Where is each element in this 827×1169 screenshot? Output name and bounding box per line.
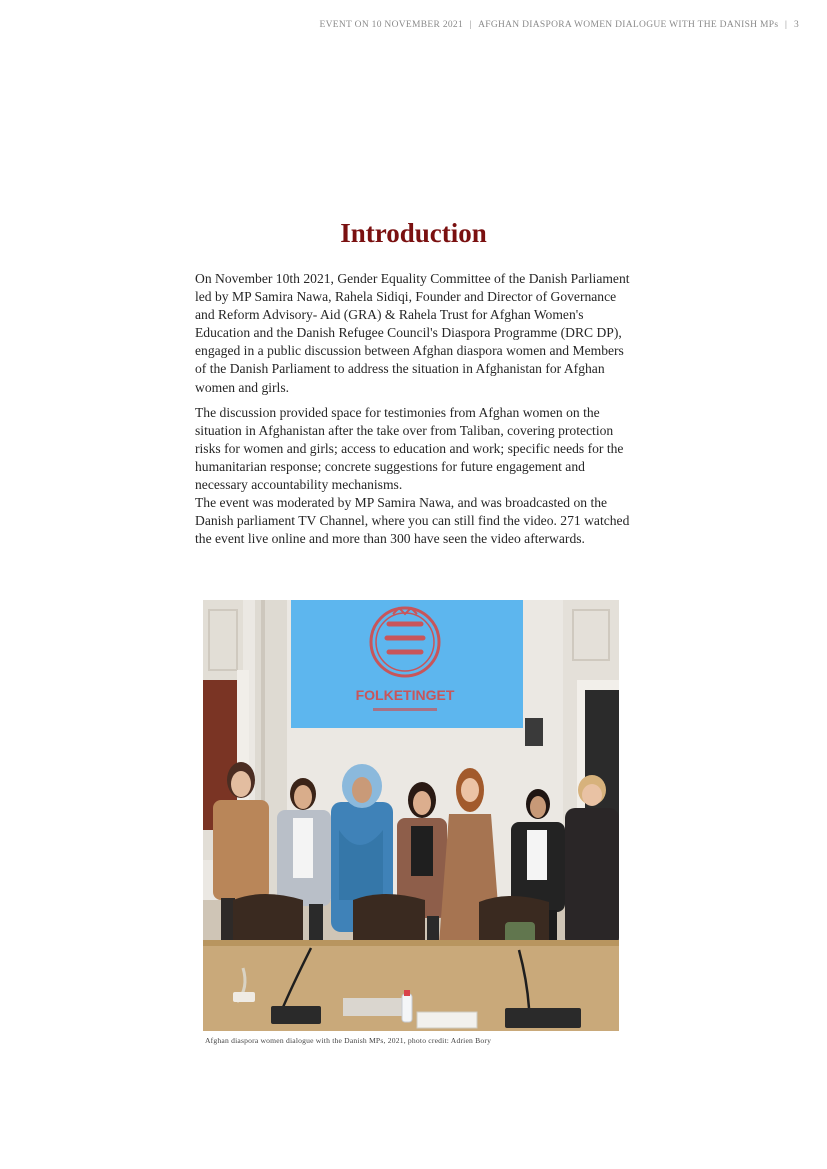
screen-title: FOLKETINGET [355, 687, 455, 703]
paragraph-moderation: The event was moderated by MP Samira Nawa, and was broadcasted on the Danish parliament TV Channel, where you can still find the video. 271 watched the event live online and more than 300 have seen the video afterwards. [195, 495, 630, 547]
paragraph-intro: On November 10th 2021, Gender Equality Committee of the Danish Parliament led by MP Samira Nawa, Rahela Sidiqi, Founder and Director of Governance and Reform Advisory- Aid (GRA) & Rahela Trust for Afghan Women's Education and the Danish Refugee Council's Diaspora Programme (DRC DP), engaged in a public discussion between Afghan diaspora women and Members of the Danish Parliament to address the situation in Afghanistan for Afghan women and girls. [195, 271, 630, 395]
header-event: EVENT ON 10 NOVEMBER 2021 [319, 20, 464, 30]
running-header [320, 20, 799, 30]
page-number: 3 [793, 20, 799, 30]
header-separator: | [785, 20, 788, 30]
paragraph-discussion: The discussion provided space for testimonies from Afghan women on the situation in Afghanistan after the take over from Taliban, covering protection risks for women and girls; access to education and work; specific needs for the humanitarian response; concrete suggestions for future engagement and necessary accountability mechanisms. [195, 404, 624, 493]
page-title: Introduction [340, 218, 487, 248]
header-separator: | [469, 20, 472, 30]
event-photo [203, 600, 619, 1031]
photo-caption: Afghan diaspora women dialogue with the Danish MPs, 2021, photo credit: Adrien Bory [205, 1036, 492, 1045]
body-text [195, 270, 633, 548]
header-title: AFGHAN DIASPORA WOMEN DIALOGUE WITH THE DANISH MPs [478, 20, 779, 30]
